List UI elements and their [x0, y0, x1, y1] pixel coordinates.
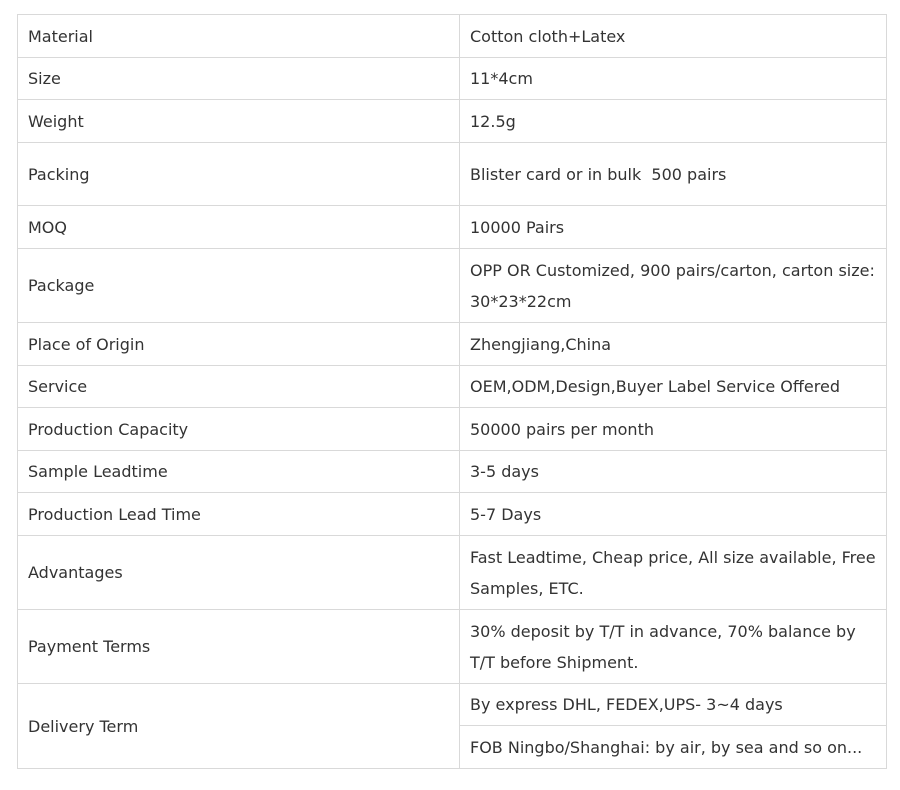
- spec-label-production-lead-time: Production Lead Time: [18, 493, 460, 536]
- table-row: [18, 100, 887, 143]
- spec-value-delivery-fob: FOB Ningbo/Shanghai: by air, by sea and so on...: [460, 726, 887, 769]
- spec-value-moq: 10000 Pairs: [460, 206, 887, 249]
- table-row: [18, 249, 887, 323]
- table-row: [18, 408, 887, 451]
- spec-label-package: Package: [18, 249, 460, 323]
- spec-label-advantages: Advantages: [18, 536, 460, 610]
- spec-label-sample-leadtime: Sample Leadtime: [18, 451, 460, 493]
- spec-value-payment-terms: 30% deposit by T/T in advance, 70% balance by T/T before Shipment.: [460, 610, 887, 684]
- table-row: [18, 610, 887, 684]
- table-row: [18, 536, 887, 610]
- table-row: [18, 684, 887, 726]
- table-row: [18, 493, 887, 536]
- table-row: [18, 143, 887, 206]
- spec-label-production-capacity: Production Capacity: [18, 408, 460, 451]
- spec-label-payment-terms: Payment Terms: [18, 610, 460, 684]
- spec-value-advantages: Fast Leadtime, Cheap price, All size available, Free Samples, ETC.: [460, 536, 887, 610]
- product-spec-table: [17, 14, 887, 769]
- spec-value-material: Cotton cloth+Latex: [460, 15, 887, 58]
- spec-value-weight: 12.5g: [460, 100, 887, 143]
- spec-value-packing: Blister card or in bulk 500 pairs: [460, 143, 887, 206]
- table-row: [18, 451, 887, 493]
- spec-label-weight: Weight: [18, 100, 460, 143]
- table-row: [18, 206, 887, 249]
- table-row: [18, 366, 887, 408]
- spec-value-size: 11*4cm: [460, 58, 887, 100]
- spec-value-delivery-express: By express DHL, FEDEX,UPS- 3~4 days: [460, 684, 887, 726]
- table-row: [18, 15, 887, 58]
- spec-label-material: Material: [18, 15, 460, 58]
- spec-value-sample-leadtime: 3-5 days: [460, 451, 887, 493]
- spec-label-place-of-origin: Place of Origin: [18, 323, 460, 366]
- spec-value-production-capacity: 50000 pairs per month: [460, 408, 887, 451]
- spec-label-delivery-term: Delivery Term: [18, 684, 460, 769]
- spec-label-moq: MOQ: [18, 206, 460, 249]
- spec-label-packing: Packing: [18, 143, 460, 206]
- spec-value-package: OPP OR Customized, 900 pairs/carton, carton size: 30*23*22cm: [460, 249, 887, 323]
- spec-value-production-lead-time: 5-7 Days: [460, 493, 887, 536]
- spec-label-service: Service: [18, 366, 460, 408]
- table-row: [18, 58, 887, 100]
- spec-label-size: Size: [18, 58, 460, 100]
- spec-value-service: OEM,ODM,Design,Buyer Label Service Offered: [460, 366, 887, 408]
- table-row: [18, 323, 887, 366]
- spec-value-place-of-origin: Zhengjiang,China: [460, 323, 887, 366]
